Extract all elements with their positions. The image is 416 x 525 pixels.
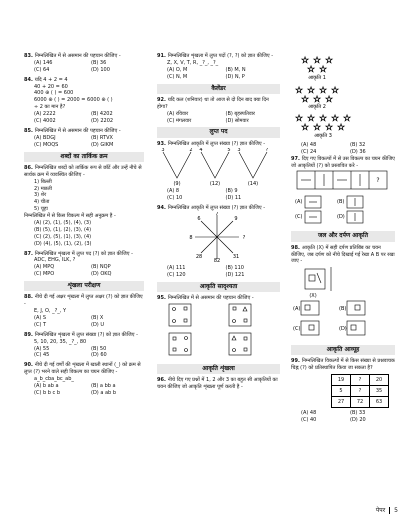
option-a[interactable]: (A) O, M	[167, 66, 188, 73]
svg-text:☆: ☆	[312, 123, 322, 133]
question-number: 97.	[291, 155, 300, 162]
matrix-cell: 19	[332, 375, 351, 386]
option-a[interactable]: (A) BDGJ	[34, 134, 56, 141]
equation-line: 400 ⊕ ( ) = 600	[34, 90, 74, 97]
option-d[interactable]: (D) 60	[91, 352, 107, 359]
svg-text:(D): (D)	[339, 326, 347, 333]
question-number: 86.	[24, 164, 33, 171]
section-heading: आकृति आव्यूह	[291, 345, 395, 355]
figure-label: आकृति 3	[314, 133, 332, 139]
series-text: Z, X, V, T, R, _?_, _?_	[167, 59, 219, 66]
star-figures	[291, 53, 395, 139]
option-b[interactable]: (B)	[337, 199, 345, 206]
option-b[interactable]: (B) 32	[350, 141, 366, 148]
series-text: ADC, EHG, ILK, ?	[34, 257, 76, 264]
question-86	[24, 165, 144, 248]
question-text: निम्नलिखित आकृति में लुप्त संख्या (?) ज्ञात कीजिए -	[167, 140, 266, 147]
matrix-cell: ?	[351, 375, 370, 386]
option-c[interactable]: (C)	[295, 214, 303, 221]
fig94-label: 6	[197, 216, 201, 223]
question-text: आकृति (X) में सही दर्पण प्रतिबिंब का चयन कीजिए, जब दर्पण को नीचे दिखाई गई रेखा A B पर रखा जाए -	[291, 244, 395, 265]
fig94-label: 8	[189, 235, 193, 242]
svg-text:☆: ☆	[300, 123, 310, 133]
question-text: यदि 4 + 2 = 4	[34, 76, 68, 83]
question-number: 94.	[157, 205, 166, 212]
svg-text:(B): (B)	[339, 306, 347, 313]
question-number: 88.	[24, 294, 33, 301]
question-99	[291, 358, 395, 424]
question-text: निम्नलिखित विकल्पों में से किस संख्या से प्रश्नवाचक चिह्न (?) को प्रतिस्थापित किया जा सकता है?	[291, 358, 395, 372]
svg-text:☆: ☆	[294, 86, 304, 96]
option-a[interactable]: (A) 48	[301, 410, 317, 417]
question-text: नीचे दी गई वर्णों की शृंखला में खाली स्थानों (_) को क्रम से लुप्त (?) भरने वाले सही विकल्प का चयन कीजिए -	[24, 362, 141, 376]
option-b[interactable]: (B) 110	[225, 265, 244, 271]
option-a[interactable]: (A) 111	[167, 265, 186, 271]
option-c[interactable]: (C) (2), (5), (1), (3), (4)	[34, 233, 92, 240]
list-item: 4) चीता	[34, 199, 50, 206]
question-96	[157, 377, 280, 391]
figure-x-label: (X)	[309, 293, 317, 300]
svg-text:☆: ☆	[300, 95, 310, 105]
option-a[interactable]: (A) 146	[34, 59, 53, 66]
option-d[interactable]: (D) 20	[350, 417, 366, 424]
question-number: 84.	[24, 76, 33, 83]
question-number: 98.	[291, 244, 300, 251]
question-text: यदि कल (शनिवार) था तो आज से दो दिन बाद क्या दिन होगा?	[157, 96, 269, 110]
fig93-label: ?	[265, 147, 269, 153]
option-c[interactable]: (C) 10	[167, 195, 183, 202]
option-d[interactable]: (D) 121	[225, 271, 245, 278]
list-item: 2) मछली	[34, 185, 52, 192]
option-c[interactable]: (C) 24	[301, 148, 317, 155]
option-b[interactable]: (B) RTVX	[91, 134, 113, 141]
option-b[interactable]: (B) a bb a	[91, 383, 116, 390]
option-a[interactable]: (A) b ab a	[34, 383, 59, 390]
option-b[interactable]: (B) 33	[350, 410, 366, 417]
option-c[interactable]: (C) T	[34, 321, 47, 328]
option-d[interactable]: (D) 100	[91, 66, 110, 73]
question-text: नीचे दी गई अक्षर शृंखला में लुप्त अक्षर (?) को ज्ञात कीजिए -	[24, 294, 143, 308]
option-a[interactable]: (A) 8	[167, 188, 180, 195]
footer-section: पेपर	[375, 507, 386, 514]
equation-line: 40 + 20 = 60	[34, 83, 68, 90]
fig93-label: (9)	[173, 180, 181, 186]
section-heading: शब्दों का तार्किक क्रम	[24, 152, 144, 162]
series-text: 5, 10, 20, 35, _?_, 80	[34, 338, 87, 345]
option-d[interactable]: (D) N, P	[225, 73, 245, 80]
question-88	[24, 294, 144, 328]
question-text: निम्नलिखित आकृति में लुप्त संख्या (?) ज्ञात कीजिए -	[167, 205, 266, 212]
question-text: निम्नलिखित में से असमान की पहचान कीजिए -	[167, 295, 254, 302]
question-87	[24, 251, 144, 279]
matrix-cell: 5	[332, 386, 351, 397]
figure-93-triangles	[157, 148, 277, 186]
question-text: निम्नलिखित शृंखला में लुप्त पद (?) को ज्ञात कीजिए -	[34, 250, 133, 257]
section-heading: आकृति शृंखला	[157, 364, 280, 374]
option-c[interactable]: (C) 45	[34, 352, 50, 359]
question-number: 96.	[157, 377, 166, 384]
figure-98-mirror	[291, 265, 395, 339]
question-number: 93.	[157, 140, 166, 147]
question-number: 89.	[24, 331, 33, 338]
fig93-label: 2	[189, 147, 193, 153]
svg-text:☆: ☆	[324, 95, 334, 105]
option-b[interactable]: (B) (5), (1), (2), (3), (4)	[34, 226, 92, 233]
question-number: 99.	[291, 358, 300, 365]
question-number: 92.	[157, 96, 166, 103]
question-text: नीचे दिए गए प्रश्नों में 1, 2 और 3 का बहुत सी आकृतियों का चयन कीजिए जो आकृति शृंखला पूर्ण करती है -	[157, 377, 278, 390]
footer-divider	[389, 507, 390, 514]
list-item: 5) चूहा	[34, 206, 48, 213]
svg-text:☆: ☆	[306, 86, 316, 96]
list-item: 1) बिल्ली	[34, 178, 52, 185]
option-d[interactable]: (D) 2202	[91, 118, 114, 125]
fig93-label: (14)	[247, 180, 259, 186]
fig94-label: ?	[242, 235, 246, 242]
option-b[interactable]: (B) 4202	[91, 111, 113, 118]
svg-text:☆: ☆	[342, 114, 352, 124]
option-c[interactable]: (C) b b c b	[34, 389, 61, 396]
section-heading: लुप्त पद	[157, 127, 280, 137]
question-number: 87.	[24, 250, 33, 257]
question-94	[157, 205, 280, 279]
question-text: दिए गए विकल्पों में से उस विकल्प का चयन कीजिए जो आकृतियों (?) को प्रस्तावित करे -	[291, 155, 395, 169]
option-c[interactable]: (C) 4002	[34, 118, 56, 125]
column-1	[24, 53, 144, 400]
question-text: निम्नलिखित में से असमान की पहचान कीजिए -	[34, 127, 121, 134]
matrix-cell: 35	[370, 386, 389, 397]
page-footer	[376, 507, 398, 515]
option-d[interactable]: (D) a ab b	[91, 389, 116, 396]
svg-text:☆: ☆	[336, 123, 346, 133]
option-d[interactable]: (D)	[337, 214, 345, 221]
question-number: 83.	[24, 53, 33, 59]
option-c[interactable]: (C) MOQS	[34, 141, 59, 148]
svg-text:☆: ☆	[306, 65, 316, 75]
option-a[interactable]: (A)	[295, 199, 303, 206]
svg-text:☆: ☆	[312, 95, 322, 105]
svg-text:☆: ☆	[318, 65, 328, 75]
question-89	[24, 332, 144, 360]
fig93-label: 3	[237, 147, 241, 153]
option-d[interactable]: (D) U	[91, 321, 105, 328]
option-b[interactable]: (B) बृहस्पतिवार	[225, 110, 255, 117]
option-a[interactable]: (A) 48	[301, 141, 317, 148]
figure-97-grid	[291, 169, 395, 225]
fig94-label: 7	[215, 212, 219, 218]
option-d[interactable]: (D) OKQ	[91, 271, 112, 278]
matrix-cell: 63	[370, 397, 389, 408]
option-b[interactable]: (B) 36	[91, 59, 107, 66]
section-heading: कैलेंडर	[157, 84, 280, 94]
series-text: a_b_cba_bc_ab_	[34, 376, 74, 383]
question-98	[291, 245, 395, 343]
option-b[interactable]: (B) X	[91, 315, 104, 322]
figure-label: आकृति 1	[308, 75, 326, 81]
matrix-cell: 72	[351, 397, 370, 408]
svg-text:☆: ☆	[318, 114, 328, 124]
matrix-cell: ?	[351, 386, 370, 397]
question-92	[157, 97, 280, 125]
option-a[interactable]: (A) रविवार	[167, 110, 189, 117]
question-text: निम्नलिखित में से असमान की पहचान कीजिए -	[34, 53, 121, 59]
svg-text:☆: ☆	[306, 114, 316, 124]
option-c[interactable]: (C) 64	[34, 66, 50, 73]
question-number: 95.	[157, 295, 166, 302]
option-c[interactable]: (C) 40	[301, 417, 317, 424]
matrix-cell: 20	[370, 375, 389, 386]
option-a[interactable]: (A) (2), (1), (5), (4), (3)	[34, 219, 92, 226]
svg-text:(C): (C)	[293, 326, 301, 333]
option-d[interactable]: (D) GIKM	[91, 141, 114, 148]
column-2	[157, 53, 280, 394]
fig93-label: 3	[161, 147, 165, 153]
figure-label: आकृति 2	[308, 104, 326, 110]
question-number: 90.	[24, 362, 33, 369]
option-d[interactable]: (D) 36	[350, 148, 366, 155]
question-83	[24, 53, 144, 74]
fig93-label: 4	[199, 147, 203, 153]
option-b[interactable]: (B) 50	[91, 345, 107, 352]
option-b[interactable]: (B) NQP	[91, 264, 111, 271]
question-text: निम्नलिखित शृंखला में लुप्त संख्या (?) को ज्ञात कीजिए -	[34, 331, 138, 338]
svg-text:☆: ☆	[312, 56, 322, 66]
svg-text:?: ?	[376, 177, 380, 185]
svg-text:(A): (A)	[293, 306, 301, 313]
section-heading: शृंखला परीक्षण	[24, 281, 144, 291]
svg-text:☆: ☆	[300, 56, 310, 66]
option-b[interactable]: (B) 9	[225, 188, 238, 195]
option-a[interactable]: (A) 55	[34, 345, 50, 352]
option-a[interactable]: (A) 2222	[34, 111, 56, 118]
question-90	[24, 362, 144, 396]
option-c[interactable]: (C) 120	[167, 271, 186, 278]
fig93-label: (12)	[209, 180, 221, 186]
option-d[interactable]: (D) 11	[225, 195, 242, 202]
fig93-label: 5	[227, 147, 231, 153]
section-heading: जल और दर्पण आकृति	[291, 231, 395, 241]
list-item: 3) शेर	[34, 192, 47, 199]
option-c[interactable]: (C) N, M	[167, 73, 188, 80]
question-97	[291, 156, 395, 229]
fig94-label: 9	[234, 216, 238, 223]
figure-94-star	[157, 212, 277, 262]
question-85	[24, 128, 144, 149]
option-c[interactable]: (C) मंगलवार	[167, 117, 192, 124]
number-matrix	[331, 374, 389, 408]
question-93	[157, 141, 280, 203]
equation-line: ÷ 2 का मान है?	[34, 104, 66, 111]
question-84	[24, 77, 144, 125]
option-c[interactable]: (C) MPO	[34, 271, 55, 278]
svg-text:☆: ☆	[294, 114, 304, 124]
series-text: E, J, O, _?_, Y	[34, 308, 66, 315]
matrix-cell: 27	[332, 397, 351, 408]
question-subtext: निम्नलिखित में से किस विकल्प में सही अनुक्रम है -	[24, 213, 116, 220]
question-number: 91.	[157, 53, 166, 59]
fig94-label: 82	[213, 258, 221, 263]
question-91	[157, 53, 280, 81]
fig94-label: 31	[232, 254, 240, 261]
question-text: निम्नलिखित शब्दों को तार्किक रूप से छाँटें और उन्हें नीचे से सार्थक क्रम में व्यवस्थित कीजिए -	[24, 164, 142, 178]
svg-text:☆: ☆	[330, 86, 340, 96]
option-d[interactable]: (D) सोमवार	[225, 117, 249, 124]
option-a[interactable]: (A) MPQ	[34, 264, 55, 271]
option-b[interactable]: (B) M, N	[225, 66, 246, 73]
svg-text:☆: ☆	[318, 86, 328, 96]
question-95	[157, 295, 280, 361]
column-3	[291, 53, 395, 427]
page-number: 5	[394, 507, 398, 514]
option-d[interactable]: (D) (4), (5), (1), (2), (3)	[34, 240, 92, 247]
svg-text:☆: ☆	[330, 114, 340, 124]
section-heading: आकृति सादृश्यता	[157, 282, 280, 292]
fig94-label: 28	[195, 254, 203, 261]
question-text: निम्नलिखित शृंखला में लुप्त पदों (?, ?) को ज्ञात कीजिए -	[167, 53, 274, 59]
svg-text:☆: ☆	[324, 56, 334, 66]
svg-text:☆: ☆	[324, 123, 334, 133]
option-a[interactable]: (A) S	[34, 315, 47, 322]
question-number: 85.	[24, 127, 33, 134]
equation-line: 6000 ⊕ ( ) = 2000 = 6000 ⊕ ( )	[34, 97, 113, 104]
figure-95-boxes	[157, 302, 277, 358]
